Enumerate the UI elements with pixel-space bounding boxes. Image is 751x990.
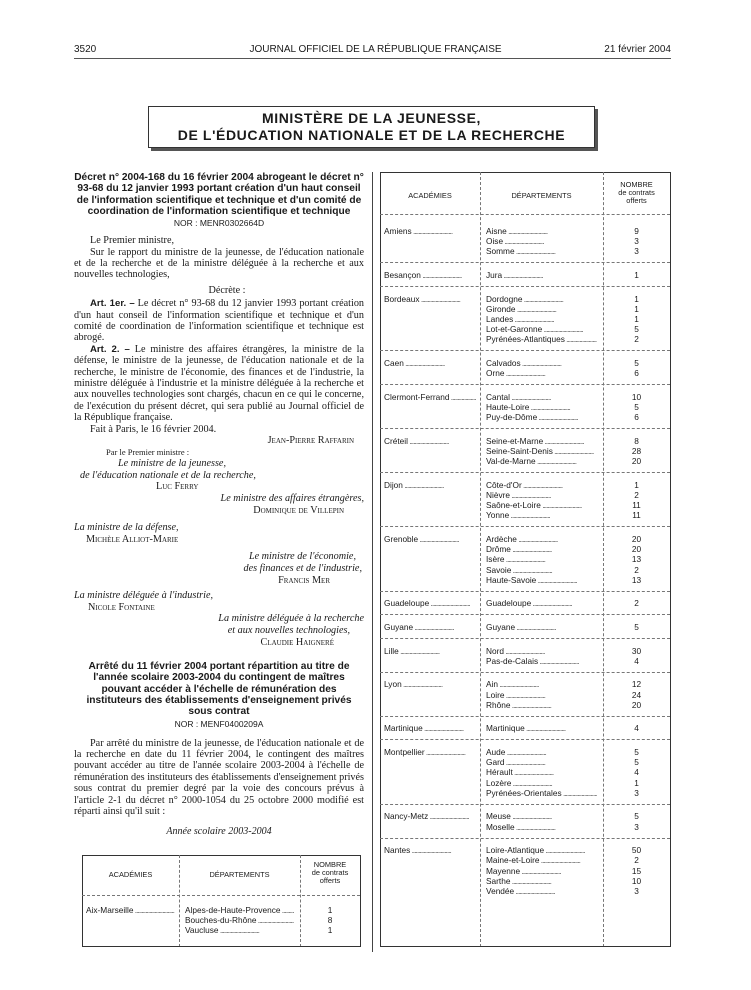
arrete-nor: NOR : MENF0400209A — [174, 718, 264, 729]
department-name: Loire-Atlantique ..... — [486, 845, 597, 855]
decree-p1: Le Premier ministre, — [90, 235, 175, 247]
left-table — [82, 855, 360, 947]
contract-count: 1 — [327, 905, 333, 915]
department-name: Puy-de-Dôme ..... — [486, 412, 597, 422]
contract-count: 20 — [631, 534, 642, 544]
academy-name: Guyane ..... — [384, 622, 476, 632]
department-name: Somme ..... — [486, 246, 597, 256]
contract-count: 50 — [631, 845, 642, 856]
right-table-top — [380, 172, 670, 173]
min3-name: Michèle Alliot-Marie — [86, 533, 179, 545]
contract-count: 9 — [634, 226, 639, 236]
department-name: Ardèche ..... — [486, 534, 597, 544]
row-separator — [380, 804, 670, 805]
right-th-nombre2: de contrats — [618, 188, 655, 197]
department-name: Bouches-du-Rhône ..... — [185, 915, 294, 925]
ministry-line1: MINISTÈRE DE LA JEUNESSE, — [261, 110, 482, 126]
department-name: Rhône ..... — [486, 700, 597, 710]
contract-count: 1 — [634, 479, 639, 490]
min4-name: Francis Mer — [278, 574, 330, 586]
department-name: Nièvre ..... — [486, 490, 597, 500]
academy-name: Guadeloupe ..... — [384, 598, 476, 608]
contract-count: 2 — [634, 855, 639, 866]
decree-art1 — [74, 298, 364, 344]
decree-done: Fait à Paris, le 16 février 2004. — [90, 423, 217, 435]
left-table-sep1 — [179, 855, 180, 947]
department-name: Sarthe ..... — [486, 876, 597, 886]
department-name: Aude ..... — [486, 747, 597, 757]
art2-text: Le ministre des affaires étrangères, la ministre de la défense, le ministre de la jeunesse, de l'éducation nationale et de la recherche, le ministre de l'économie, des finances et de l'industrie, la ministre déléguée à l'industrie et la ministre déléguée à la recherche et aux nouvelles technologies sont chargés, chacun en ce qui le concerne, de l'exécution du présent décret, qui sera publié au Journal officiel de la République française. — [74, 343, 364, 424]
row-separator — [380, 262, 670, 263]
contract-count: 3 — [634, 246, 639, 257]
contract-count: 6 — [634, 368, 639, 379]
arrete-title: Arrêté du 11 février 2004 portant répartition au titre de l'année scolaire 2003-2004 du contingent de maîtres pouvant accéder à l'échelle de rémunération des instituteurs des établissements d'enseignement privés sous contrat — [86, 661, 352, 718]
department-name: Moselle ..... — [486, 822, 597, 832]
left-table-right — [360, 855, 361, 947]
decree-decrete: Décrète : — [208, 284, 246, 296]
contract-count: 10 — [631, 875, 642, 886]
department-name: Pyrénées-Orientales ..... — [486, 788, 597, 798]
contract-count: 2 — [634, 598, 639, 609]
contract-count: 10 — [631, 391, 642, 402]
contract-count: 5 — [634, 324, 639, 335]
min3-role: La ministre de la défense, — [74, 522, 179, 534]
contract-count: 1 — [634, 777, 639, 788]
art2-label: Art. 2. – — [90, 343, 130, 355]
academy-name: Dijon ..... — [384, 480, 476, 490]
department-name: Val-de-Marne ..... — [486, 456, 597, 466]
min6-role1: La ministre déléguée à la recherche — [218, 613, 364, 625]
ministry-line2: DE L'ÉDUCATION NATIONALE ET DE LA RECHERCHE — [177, 127, 566, 143]
decree-art2 — [74, 344, 364, 424]
contract-count: 13 — [631, 554, 642, 565]
right-th-nombre1: NOMBRE — [620, 180, 653, 189]
contract-count: 3 — [634, 787, 639, 798]
contract-count: 8 — [634, 435, 639, 446]
row-separator — [380, 614, 670, 615]
pm-name: Jean-Pierre Raffarin — [267, 435, 354, 447]
department-name: Cantal ..... — [486, 392, 597, 402]
contract-count: 20 — [631, 544, 642, 555]
column-divider — [372, 172, 373, 952]
contract-count: 4 — [634, 655, 639, 666]
contract-count: 2 — [634, 334, 639, 345]
department-name: Drôme ..... — [486, 544, 597, 554]
contract-count: 11 — [632, 510, 641, 521]
row-separator — [380, 838, 670, 839]
row-separator — [380, 384, 670, 385]
department-name: Ain ..... — [486, 679, 597, 689]
contract-count: 5 — [634, 747, 639, 757]
academy-name: Martinique ..... — [384, 723, 476, 733]
contract-count: 1 — [634, 313, 639, 324]
contract-count: 12 — [631, 679, 642, 690]
contract-count: 30 — [631, 645, 642, 656]
academy-name: Grenoble ..... — [384, 534, 476, 544]
department-name: Isère ..... — [486, 554, 597, 564]
department-name: Loire ..... — [486, 690, 597, 700]
right-table-left — [380, 172, 381, 947]
right-th-academies: ACADÉMIES — [408, 191, 452, 200]
min6-name: Claudie Haigneré — [260, 636, 334, 648]
department-name: Maine-et-Loire ..... — [486, 855, 597, 865]
arrete-body: Par arrêté du ministre de la jeunesse, de l'éducation nationale et de la recherche en date du 11 février 2004, le contingent des maîtres pouvant accéder au titre de l'année scolaire 2003-2004 à l'échelle de rémunération des instituteurs des établissements d'enseignement privés sous contrat du premier degré par la voie des concours prévus à l'article 2-1 du décret n° 2000-1054 du 25 octobre 2000 modifié est réparti ainsi qu'il suit : — [74, 737, 364, 818]
right-th-nombre3: offerts — [626, 196, 647, 205]
left-th-nombre2: de contrats — [311, 868, 349, 877]
academy-name: Nancy-Metz ..... — [384, 811, 476, 821]
left-table-header-rule — [82, 895, 360, 896]
decree-title: Décret n° 2004-168 du 16 février 2004 abrogeant le décret n° 93-68 du 12 janvier 1993 portant création d'un haut conseil de l'information scientifique et technique et d'un comité de coordination de l'information scientifique et technique — [74, 172, 364, 217]
decree-p2: Sur le rapport du ministre de la jeunesse, de l'éducation nationale et de la recherche et de la ministre déléguée à la recherche et aux nouvelles technologies, — [74, 246, 364, 281]
right-table-right — [670, 172, 671, 947]
department-name: Hérault ..... — [486, 767, 597, 777]
issue-date: 21 février 2004 — [604, 44, 671, 55]
academy-name: Clermont-Ferrand ..... — [384, 392, 476, 402]
row-separator — [380, 672, 670, 673]
department-name: Lozère ..... — [486, 778, 597, 788]
row-separator — [380, 472, 670, 473]
min1-name: Luc Ferry — [156, 481, 199, 493]
department-name: Guadeloupe ..... — [486, 598, 597, 608]
department-name: Lot-et-Garonne ..... — [486, 324, 597, 334]
contract-count: 3 — [634, 821, 639, 832]
department-name: Yonne ..... — [486, 510, 597, 520]
contract-count: 1 — [327, 925, 333, 935]
signatures — [74, 435, 364, 648]
department-name: Nord ..... — [486, 646, 597, 656]
department-name: Côte-d'Or ..... — [486, 480, 597, 490]
left-table-left — [82, 855, 83, 947]
contract-count: 3 — [634, 236, 639, 247]
min6-role2: et aux nouvelles technologies, — [227, 625, 350, 636]
department-name: Seine-et-Marne ..... — [486, 436, 597, 446]
academy-name: Besançon ..... — [384, 270, 476, 280]
journal-title: JOURNAL OFFICIEL DE LA RÉPUBLIQUE FRANÇAISE — [249, 44, 502, 55]
contract-count: 2 — [634, 564, 639, 575]
right-table-sep1 — [480, 172, 481, 947]
right-table-bottom — [380, 946, 670, 947]
department-name: Savoie ..... — [486, 565, 597, 575]
min5-role: La ministre déléguée à l'industrie, — [74, 590, 214, 602]
contract-count: 5 — [634, 622, 639, 632]
right-th-departements: DÉPARTEMENTS — [511, 191, 572, 200]
academy-name: Bordeaux ..... — [384, 294, 476, 304]
department-name: Saône-et-Loire ..... — [486, 500, 597, 510]
left-th-nombre — [300, 861, 360, 885]
department-name: Martinique ..... — [486, 723, 597, 733]
right-table-header-rule — [380, 214, 670, 215]
contract-count: 5 — [634, 401, 639, 412]
min2-name: Dominique de Villepin — [253, 504, 344, 516]
row-separator — [380, 526, 670, 527]
contract-count: 13 — [631, 574, 642, 585]
min1-role1: Le ministre de la jeunesse, — [118, 458, 226, 470]
right-th-nombre — [603, 181, 670, 205]
contract-count: 24 — [631, 689, 642, 700]
left-th-nombre1: NOMBRE — [313, 860, 347, 869]
department-name: Gironde ..... — [486, 304, 597, 314]
department-name: Dordogne ..... — [486, 294, 597, 304]
row-separator — [380, 350, 670, 351]
department-name: Orne ..... — [486, 368, 597, 378]
contract-count: 2 — [634, 489, 639, 500]
contract-count: 5 — [634, 358, 639, 368]
department-name: Haute-Loire ..... — [486, 402, 597, 412]
department-name: Oise ..... — [486, 236, 597, 246]
left-th-academies: ACADÉMIES — [108, 870, 153, 879]
department-name: Landes ..... — [486, 314, 597, 324]
left-th-departements: DÉPARTEMENTS — [209, 870, 270, 879]
contract-count: 1 — [634, 303, 639, 314]
min2-role: Le ministre des affaires étrangères, — [220, 493, 364, 505]
art1-text: Le décret n° 93-68 du 12 janvier 1993 portant création d'un haut conseil de l'information scientifique et technique et d'un comité de coordination de l'information scientifique et technique est abrogé. — [74, 298, 365, 344]
contract-count: 4 — [634, 767, 639, 778]
academy-name: Amiens ..... — [384, 226, 476, 236]
department-name: Aisne ..... — [486, 226, 597, 236]
ministry-box — [148, 106, 595, 148]
row-separator — [380, 591, 670, 592]
page-number: 3520 — [74, 44, 97, 55]
department-name: Seine-Saint-Denis ..... — [486, 446, 597, 456]
contract-count: 1 — [634, 293, 639, 304]
row-separator — [380, 428, 670, 429]
academy-name: Nantes ..... — [384, 845, 476, 855]
department-name: Haute-Savoie ..... — [486, 575, 597, 585]
academy-name: Créteil ..... — [384, 436, 476, 446]
department-name: Meuse ..... — [486, 811, 597, 821]
min4-role2: des finances et de l'industrie, — [243, 563, 362, 575]
department-name: Guyane ..... — [486, 622, 597, 632]
academy-name: Montpellier ..... — [384, 747, 476, 757]
row-separator — [380, 286, 670, 287]
row-separator — [380, 739, 670, 740]
department-name: Vaucluse ..... — [185, 925, 294, 935]
contract-count: 11 — [632, 500, 641, 511]
art1-label: Art. 1er. – — [90, 298, 135, 310]
department-name: Calvados ..... — [486, 358, 597, 368]
left-th-nombre3: offerts — [319, 876, 341, 885]
contract-count: 6 — [634, 412, 639, 423]
left-table-bottom — [82, 946, 360, 947]
academy-name: Aix-Marseille ..... — [86, 905, 175, 915]
left-table-top — [82, 855, 360, 856]
academy-name: Caen ..... — [384, 358, 476, 368]
by-pm: Par le Premier ministre : — [106, 446, 190, 457]
contract-count: 15 — [631, 865, 642, 876]
header-rule — [74, 58, 671, 59]
contract-count: 28 — [631, 445, 642, 456]
department-name: Gard ..... — [486, 757, 597, 767]
academy-name: Lille ..... — [384, 646, 476, 656]
left-column — [74, 172, 364, 837]
row-separator — [380, 716, 670, 717]
department-name: Alpes-de-Haute-Provence ..... — [185, 905, 294, 915]
min1-role2: de l'éducation nationale et de la recherche, — [80, 469, 256, 481]
contract-count: 5 — [634, 811, 639, 822]
contract-count: 4 — [634, 723, 639, 734]
contract-count: 8 — [327, 915, 333, 925]
academy-name: Lyon ..... — [384, 679, 476, 689]
min5-name: Nicole Fontaine — [88, 601, 155, 613]
contract-count: 5 — [634, 757, 639, 768]
contract-count: 1 — [634, 270, 639, 280]
arrete-year: Année scolaire 2003-2004 — [166, 825, 272, 837]
department-name: Pas-de-Calais ..... — [486, 656, 597, 666]
department-name: Pyrénées-Atlantiques ..... — [486, 334, 597, 344]
row-separator — [380, 638, 670, 639]
min4-role1: Le ministre de l'économie, — [248, 551, 356, 563]
department-name: Mayenne ..... — [486, 866, 597, 876]
department-name: Jura ..... — [486, 270, 597, 280]
contract-count: 20 — [631, 699, 642, 710]
contract-count: 20 — [631, 456, 642, 467]
decree-nor: NOR : MENR0302664D — [173, 218, 265, 229]
right-table — [380, 172, 670, 947]
contract-count: 3 — [634, 885, 639, 896]
department-name: Vendée ..... — [486, 886, 597, 896]
